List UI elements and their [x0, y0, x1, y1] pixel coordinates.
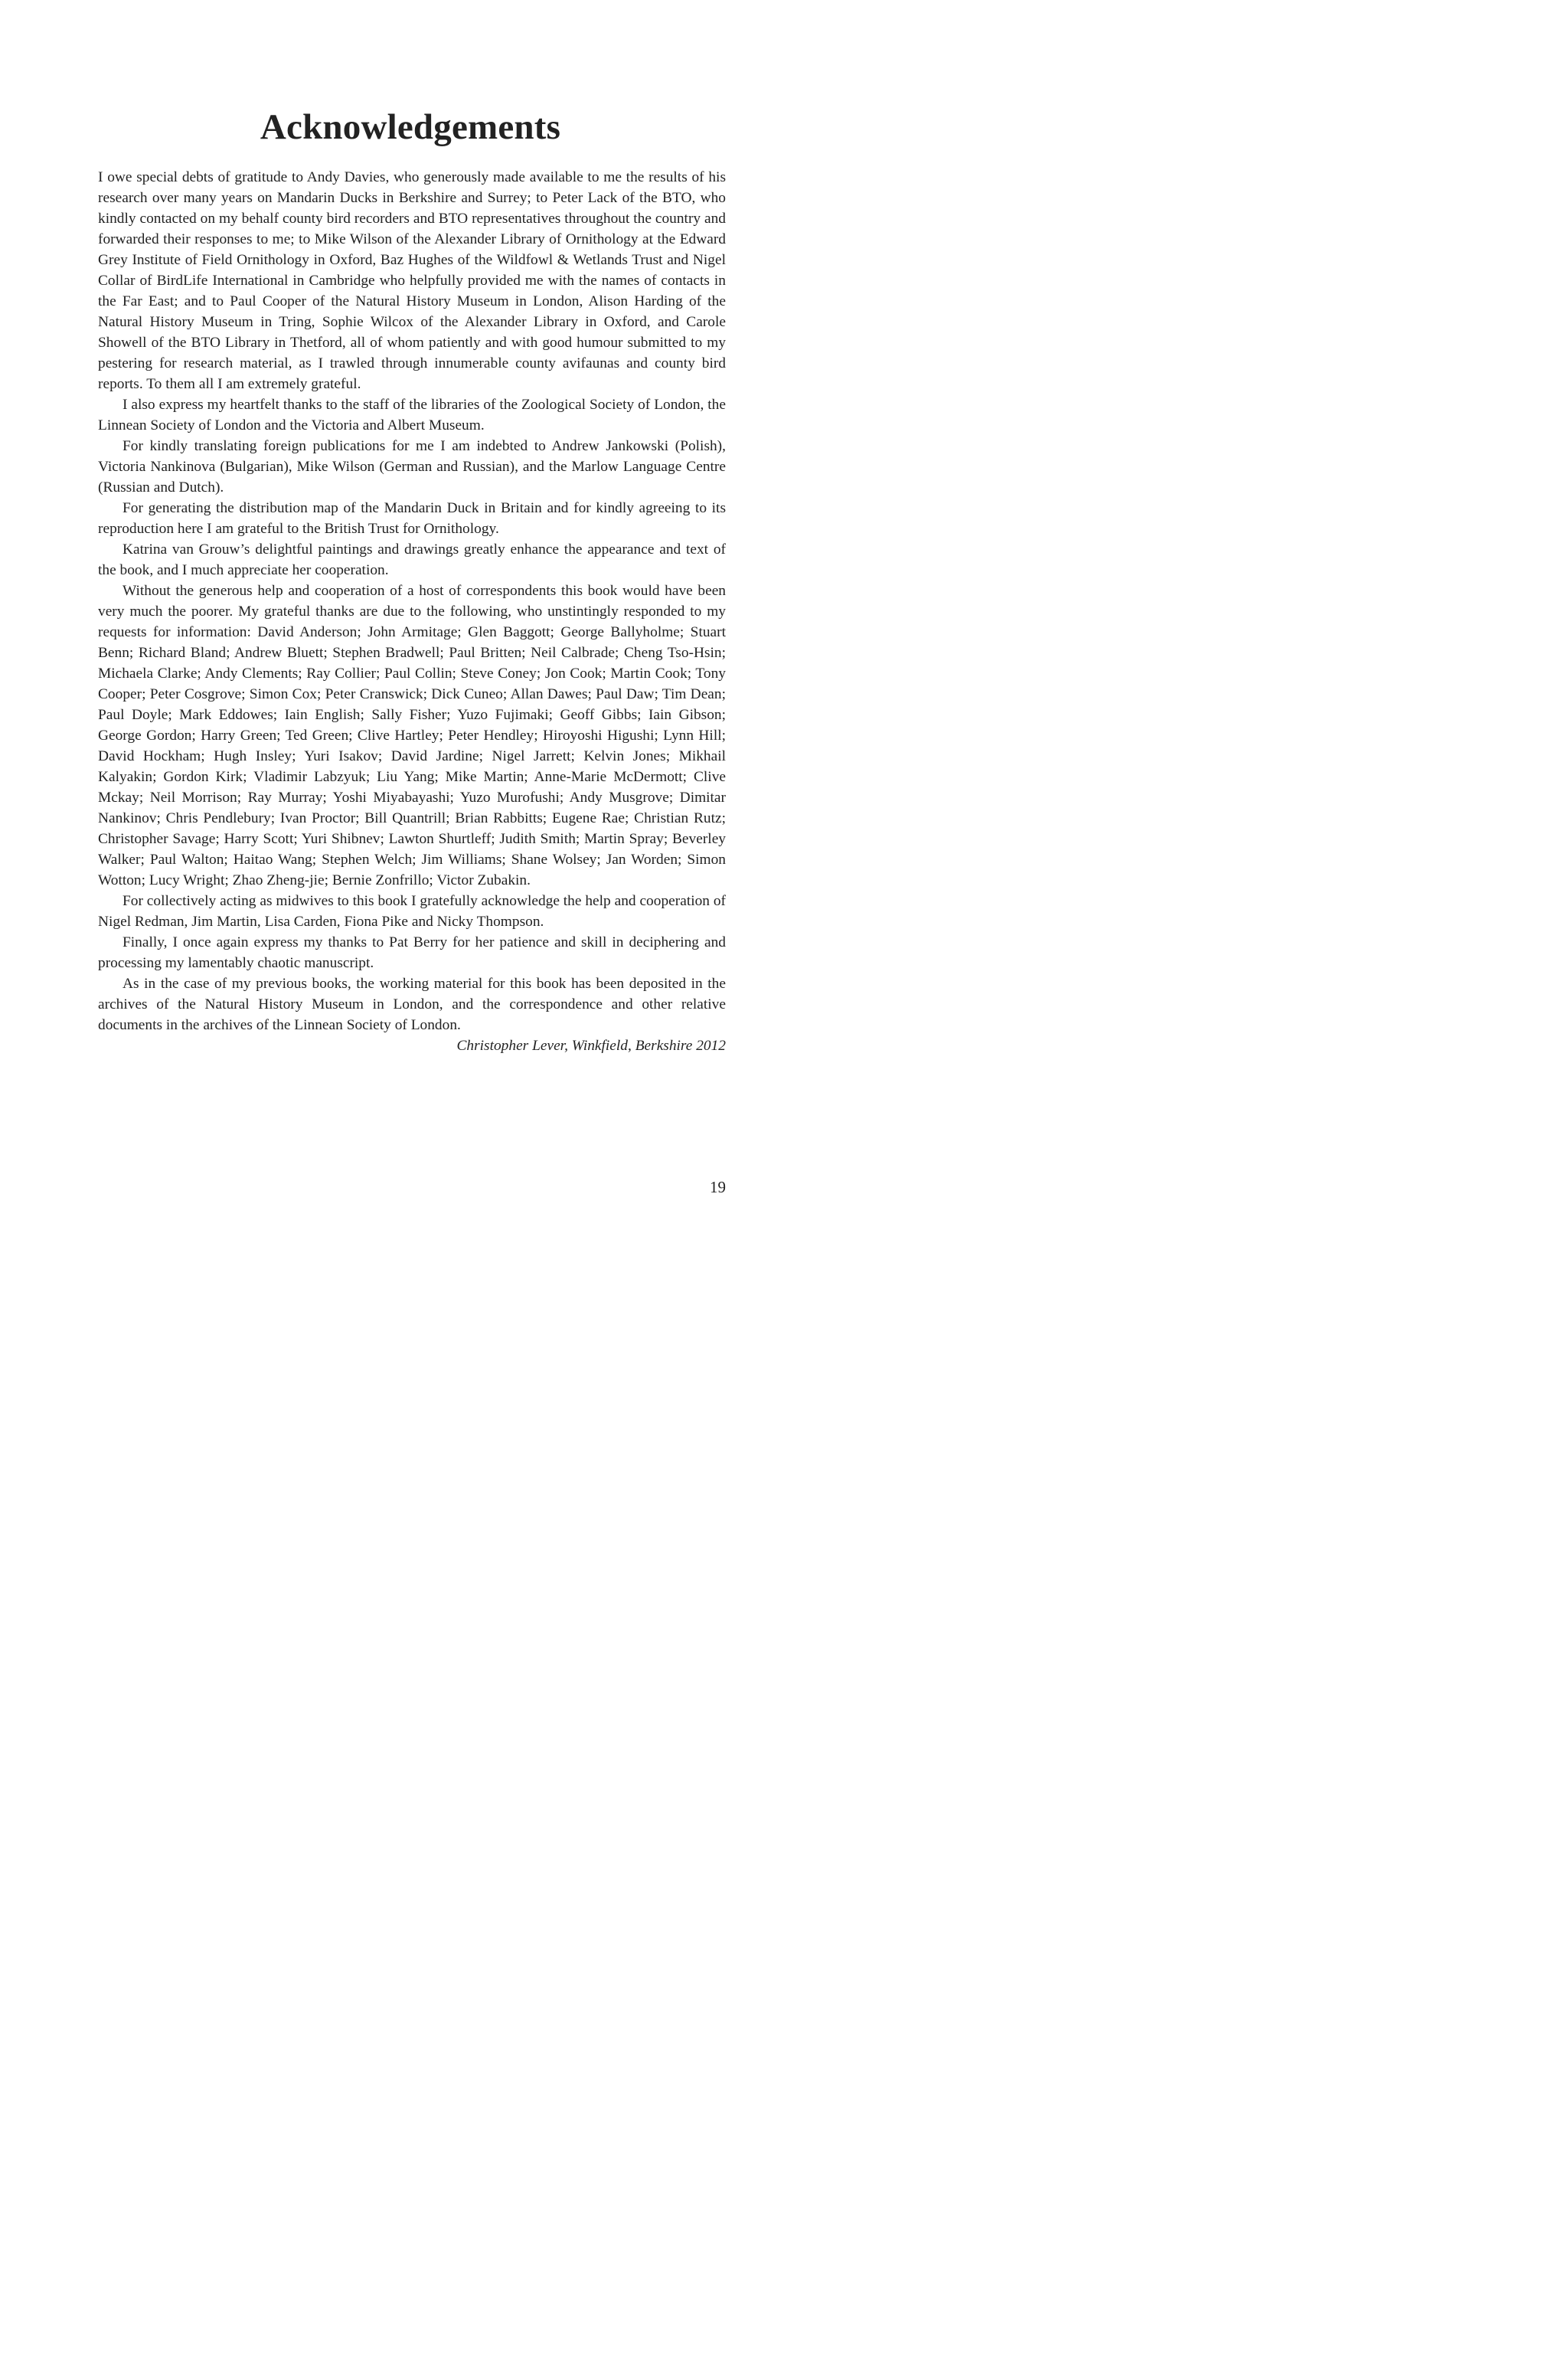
- paragraph: For collectively acting as midwives to this book I gratefully acknowledge the help and cooperation of Nigel Redman, Jim Martin, Lisa Carden, Fiona Pike and Nicky Thompson.: [98, 893, 726, 930]
- book-page: [0, 0, 804, 1212]
- paragraph: Katrina van Grouw’s delightful paintings and drawings greatly enhance the appearance and text of the book, and I much appreciate her cooperation.: [98, 541, 726, 578]
- author-signature: Christopher Lever, Winkfield, Berkshire 2012: [456, 1038, 726, 1054]
- acknowledgements-body: [98, 167, 726, 1056]
- paragraph: I owe special debts of gratitude to Andy Davies, who generously made available to me the results of his research over many years on Mandarin Ducks in Berkshire and Surrey; to Peter Lack of the BTO, who kindly contacted on my behalf county bird recorders and BTO representatives throughout the country and forwarded their responses to me; to Mike Wilson of the Alexander Library of Ornithology at the Edward Grey Institute of Field Ornithology in Oxford, Baz Hughes of the Wildfowl & Wetlands Trust and Nigel Collar of BirdLife International in Cambridge who helpfully provided me with the names of contacts in the Far East; and to Paul Cooper of the Natural History Museum in London, Alison Harding of the Natural History Museum in Tring, Sophie Wilcox of the Alexander Library in Oxford, and Carole Showell of the BTO Library in Thetford, all of whom patiently and with good humour submitted to my pestering for research material, as I trawled through innumerable county avifaunas and county bird reports. To them all I am extremely grateful.: [98, 169, 726, 392]
- paragraph: For generating the distribution map of the Mandarin Duck in Britain and for kindly agreeing to its reproduction here I am grateful to the British Trust for Ornithology.: [98, 500, 726, 537]
- paragraph: Without the generous help and cooperation of a host of correspondents this book would have been very much the poorer. My grateful thanks are due to the following, who unstintingly responded to my requests for information: David Anderson; John Armitage; Glen Baggott; George Ballyholme; Stuart Benn; Richard Bland; Andrew Bluett; Stephen Bradwell; Paul Britten; Neil Calbrade; Cheng Tso-Hsin; Michaela Clarke; Andy Clements; Ray Collier; Paul Collin; Steve Coney; Jon Cook; Martin Cook; Tony Cooper; Peter Cosgrove; Simon Cox; Peter Cranswick; Dick Cuneo; Allan Dawes; Paul Daw; Tim Dean; Paul Doyle; Mark Eddowes; Iain English; Sally Fisher; Yuzo Fujimaki; Geoff Gibbs; Iain Gibson; George Gordon; Harry Green; Ted Green; Clive Hartley; Peter Hendley; Hiroyoshi Higushi; Lynn Hill; David Hockham; Hugh Insley; Yuri Isakov; David Jardine; Nigel Jarrett; Kelvin Jones; Mikhail Kalyakin; Gordon Kirk; Vladimir Labzyuk; Liu Yang; Mike Martin; Anne-Marie McDermott; Clive Mckay; Neil Morrison; Ray Murray; Yoshi Miyabayashi; Yuzo Murofushi; Andy Musgrove; Dimitar Nankinov; Chris Pendlebury; Ivan Proctor; Bill Quantrill; Brian Rabbitts; Eugene Rae; Christian Rutz; Christopher Savage; Harry Scott; Yuri Shibnev; Lawton Shurtleff; Judith Smith; Martin Spray; Beverley Walker; Paul Walton; Haitao Wang; Stephen Welch; Jim Williams; Shane Wolsey; Jan Worden; Simon Wotton; Lucy Wright; Zhao Zheng-jie; Bernie Zonfrillo; Victor Zubakin.: [98, 583, 726, 888]
- paragraph: I also express my heartfelt thanks to the staff of the libraries of the Zoological Society of London, the Linnean Society of London and the Victoria and Albert Museum.: [98, 397, 726, 433]
- page-title: Acknowledgements: [260, 107, 561, 147]
- paragraph: Finally, I once again express my thanks to Pat Berry for her patience and skill in deciphering and processing my lamentably chaotic manuscript.: [98, 934, 726, 971]
- paragraph: As in the case of my previous books, the working material for this book has been deposited in the archives of the Natural History Museum in London, and the correspondence and other relative documents in the archives of the Linnean Society of London.: [98, 976, 726, 1033]
- paragraph: For kindly translating foreign publications for me I am indebted to Andrew Jankowski (Polish), Victoria Nankinova (Bulgarian), Mike Wilson (German and Russian), and the Marlow Language Centre (Russian and Dutch).: [98, 438, 726, 496]
- page-number: 19: [710, 1178, 726, 1196]
